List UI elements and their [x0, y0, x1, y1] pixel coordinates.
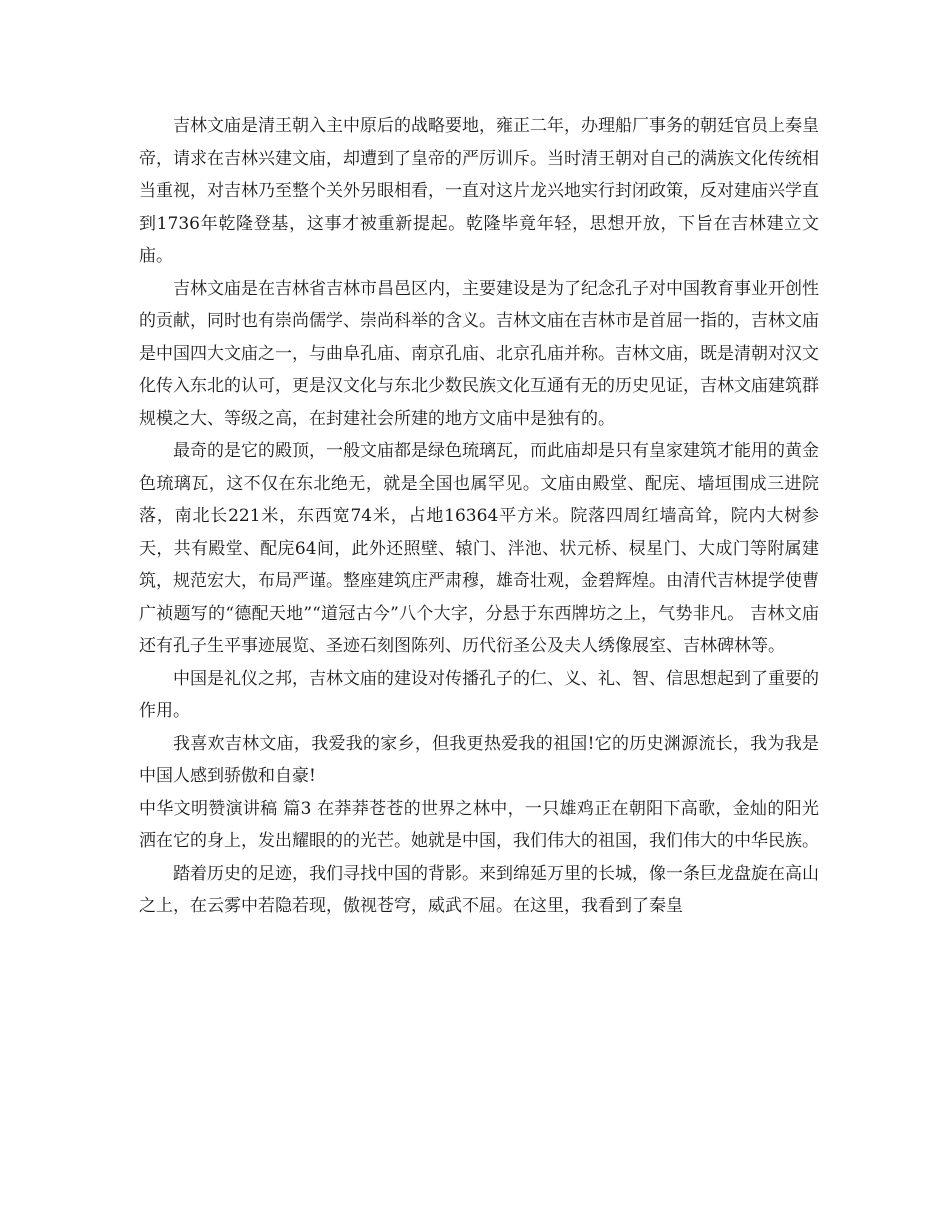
- paragraph-2: 吉林文庙是在吉林省吉林市昌邑区内，主要建设是为了纪念孔子对中国教育事业开创性的贡献，同时也有崇尚儒学、崇尚科举的含义。吉林文庙在吉林市是首屈一指的，吉林文庙是中国四大文庙之一，与曲阜孔庙、南京孔庙、北京孔庙并称。吉林文庙，既是清朝对汉文化传入东北的认可，更是汉文化与东北少数民族文化互通有无的历史见证，吉林文庙建筑群规模之大、等级之高，在封建社会所建的地方文庙中是独有的。: [139, 278, 819, 429]
- paragraph-5: 我喜欢吉林文庙，我爱我的家乡，但我更热爱我的祖国!它的历史渊源流长，我为我是中国人感到骄傲和自豪!: [139, 733, 819, 786]
- paragraph-4: 中国是礼仪之邦，吉林文庙的建设对传播孔子的仁、义、礼、智、信思想起到了重要的作用。: [139, 668, 819, 721]
- document-body: [139, 110, 819, 923]
- paragraph-7: 踏着历史的足迹，我们寻找中国的背影。来到绵延万里的长城，像一条巨龙盘旋在高山之上，在云雾中若隐若现，傲视苍穹，威武不屈。在这里，我看到了秦皇: [139, 863, 819, 916]
- paragraph-3: 最奇的是它的殿顶，一般文庙都是绿色琉璃瓦，而此庙却是只有皇家建筑才能用的黄金色琉璃瓦，这不仅在东北绝无，就是全国也属罕见。文庙由殿堂、配庑、墙垣围成三进院落，南北长221米，东西宽74米，占地16364平方米。院落四周红墙高耸，院内大树参天，共有殿堂、配庑64间，此外还照壁、辕门、泮池、状元桥、棂星门、大成门等附属建筑，规范宏大，布局严谨。整座建筑庄严肃穆，雄奇壮观，金碧辉煌。由清代吉林提学使曹广祯题写的“德配天地”“道冠古今”八个大字，分悬于东西牌坊之上，气势非凡。 吉林文庙还有孔子生平事迹展览、圣迹石刻图陈列、历代衍圣公及夫人绣像展室、吉林碑林等。: [139, 441, 819, 656]
- section-heading-paragraph: 中华文明赞演讲稿 篇3 在莽莽苍苍的世界之林中，一只雄鸡正在朝阳下高歌，金灿的阳光洒在它的身上，发出耀眼的的光芒。她就是中国，我们伟大的祖国，我们伟大的中华民族。: [139, 798, 819, 851]
- paragraph-1: 吉林文庙是清王朝入主中原后的战略要地，雍正二年，办理船厂事务的朝廷官员上奏皇帝，请求在吉林兴建文庙，却遭到了皇帝的严厉训斥。当时清王朝对自己的满族文化传统相当重视，对吉林乃至整个关外另眼相看，一直对这片龙兴地实行封闭政策，反对建庙兴学直到1736年乾隆登基，这事才被重新提起。乾隆毕竟年轻，思想开放，下旨在吉林建立文庙。: [139, 116, 819, 266]
